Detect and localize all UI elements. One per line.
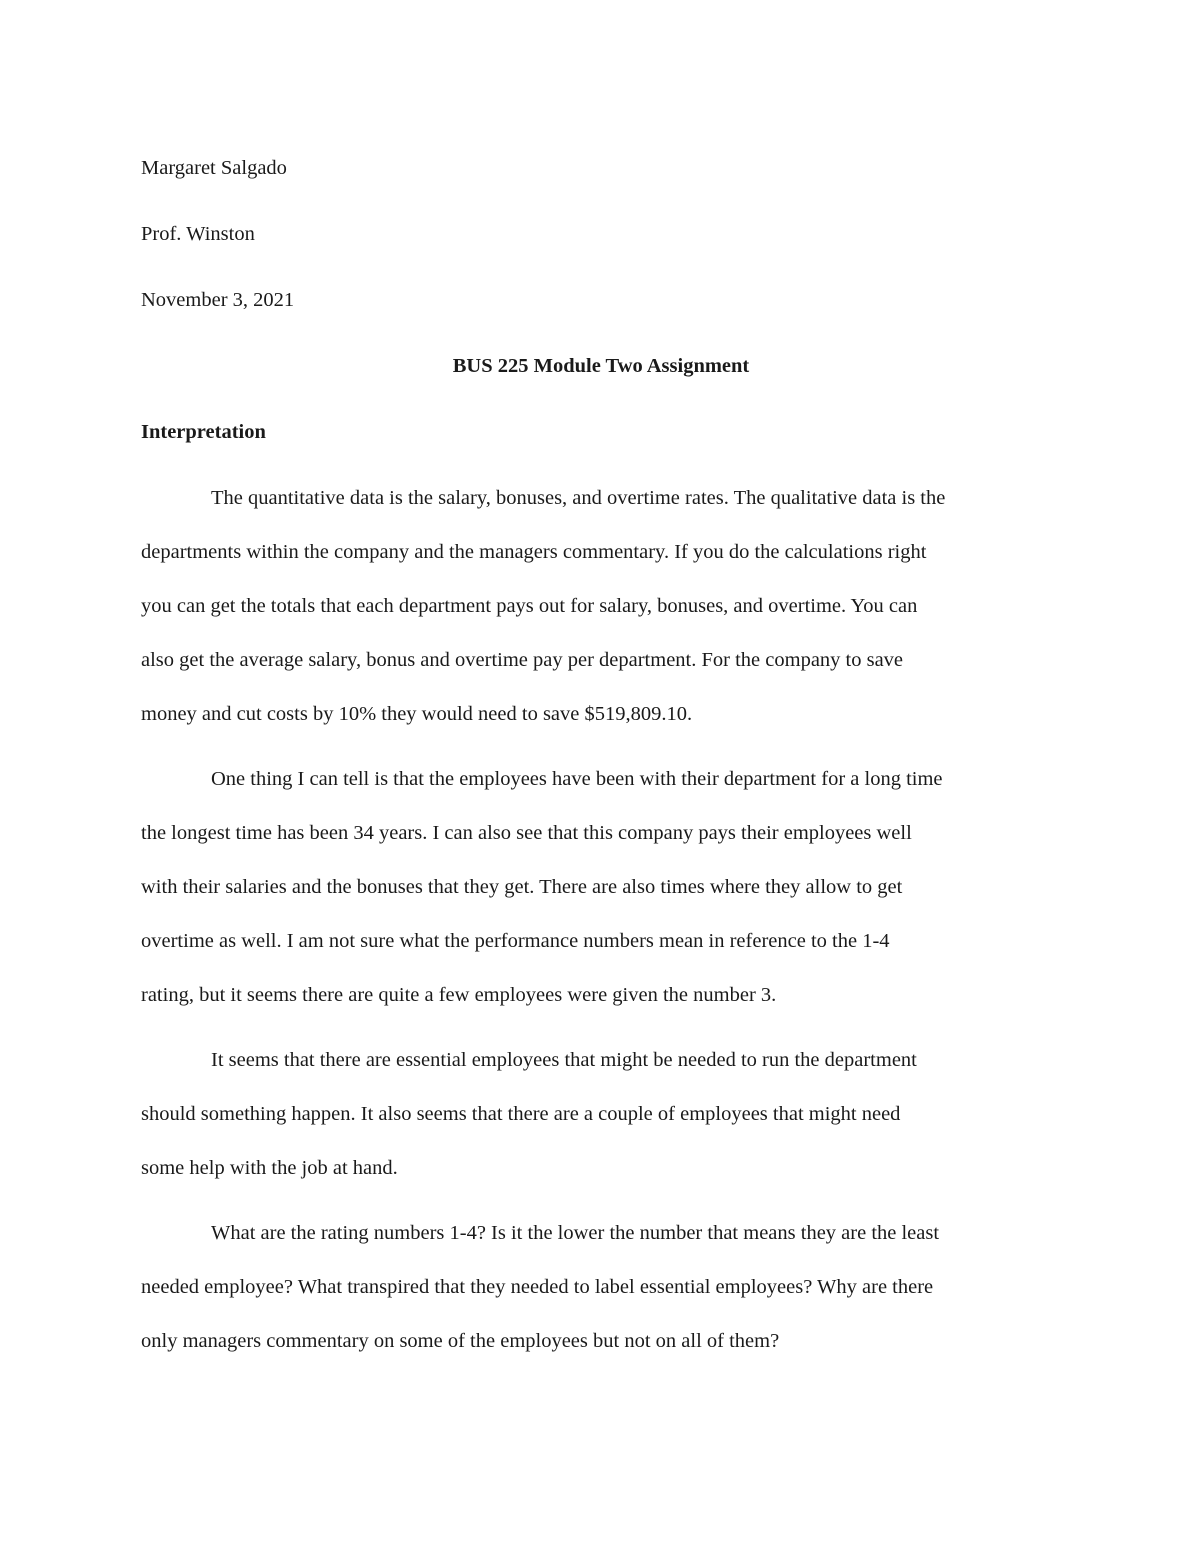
paragraph-line: money and cut costs by 10% they would need to save $519,809.10. bbox=[141, 703, 693, 725]
section-heading: Interpretation bbox=[141, 421, 266, 443]
document-title: BUS 225 Module Two Assignment bbox=[452, 355, 750, 377]
paragraph-line: rating, but it seems there are quite a few employees were given the number 3. bbox=[141, 984, 777, 1006]
paragraph-line: overtime as well. I am not sure what the performance numbers mean in reference to the 1-4 bbox=[141, 930, 890, 952]
paragraph-line: with their salaries and the bonuses that they get. There are also times where they allow to get bbox=[141, 876, 903, 898]
paragraph-line: some help with the job at hand. bbox=[141, 1157, 398, 1179]
paragraph-line: The quantitative data is the salary, bonuses, and overtime rates. The qualitative data is the bbox=[211, 487, 946, 509]
paragraph bbox=[141, 1206, 1061, 1368]
paragraph-line: needed employee? What transpired that they needed to label essential employees? Why are there bbox=[141, 1276, 934, 1298]
paragraph-line: only managers commentary on some of the employees but not on all of them? bbox=[141, 1330, 780, 1352]
document-date: November 3, 2021 bbox=[141, 289, 295, 311]
paragraph-line: One thing I can tell is that the employees have been with their department for a long time bbox=[211, 768, 943, 790]
paragraph-line: should something happen. It also seems that there are a couple of employees that might need bbox=[141, 1103, 901, 1125]
professor-name: Prof. Winston bbox=[141, 223, 255, 245]
paragraph-line: What are the rating numbers 1-4? Is it the lower the number that means they are the least bbox=[211, 1222, 940, 1244]
paragraph-line: you can get the totals that each department pays out for salary, bonuses, and overtime. You can bbox=[141, 595, 918, 617]
paragraph bbox=[141, 1033, 1061, 1195]
paragraph-line: It seems that there are essential employees that might be needed to run the department bbox=[211, 1049, 917, 1071]
paragraph-line: departments within the company and the managers commentary. If you do the calculations right bbox=[141, 541, 927, 563]
paragraph-line: also get the average salary, bonus and overtime pay per department. For the company to save bbox=[141, 649, 904, 671]
paragraph-line: the longest time has been 34 years. I can also see that this company pays their employees well bbox=[141, 822, 912, 844]
paragraph bbox=[141, 471, 1061, 741]
author-name: Margaret Salgado bbox=[141, 157, 287, 179]
paragraph bbox=[141, 752, 1061, 1022]
document-body bbox=[141, 141, 1061, 1379]
